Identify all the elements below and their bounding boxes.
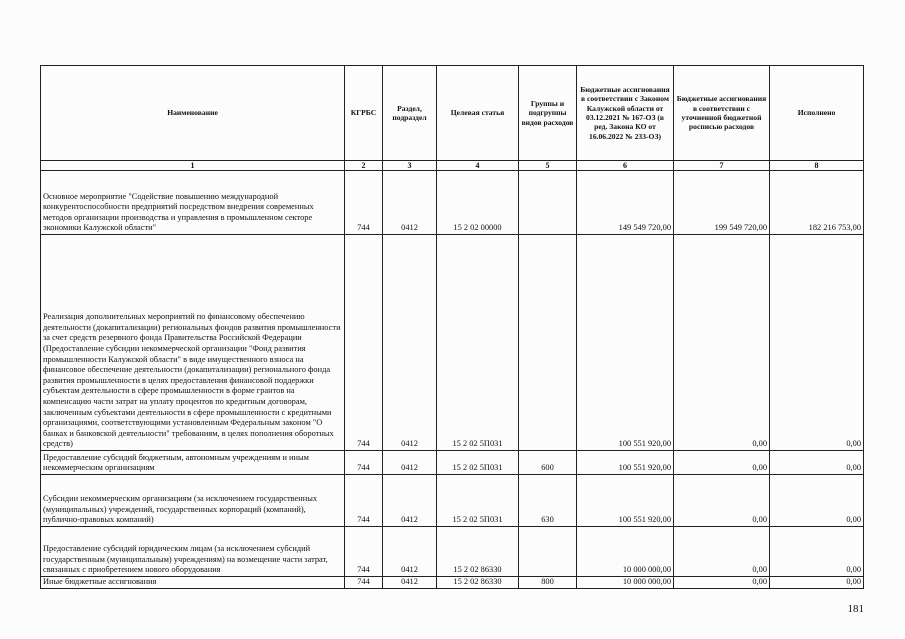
row-name: Субсидии некоммерческим организациям (за исключением государственных (муниципальных) учреждений, государственных корпораций (компаний), публично-правовых компаний) bbox=[41, 475, 345, 527]
row-section: 0412 bbox=[383, 451, 437, 475]
row-roster-amount: 0,00 bbox=[674, 475, 770, 527]
header-executed: Исполнено bbox=[770, 66, 864, 161]
header-expense-group: Группы и подгруппы видов расходов bbox=[519, 66, 577, 161]
row-name: Основное мероприятие "Содействие повышению международной конкурентоспособности предприятий посредством внедрения современных методов организации производства и управления в промышленном секторе экономики Калужской области" bbox=[41, 171, 345, 235]
row-group bbox=[519, 235, 577, 451]
row-target: 15 2 02 86330 bbox=[437, 527, 519, 577]
table-row bbox=[41, 577, 864, 589]
row-target: 15 2 02 5П031 bbox=[437, 451, 519, 475]
row-target: 15 2 02 5П031 bbox=[437, 475, 519, 527]
table-row bbox=[41, 475, 864, 527]
row-target: 15 2 02 5П031 bbox=[437, 235, 519, 451]
row-name: Реализация дополнительных мероприятий по финансовому обеспечению деятельности (докапитализации) региональных фондов развития промышленности за счет средств резервного фонда Правительства Российской Федерации (Предоставление субсидии некоммерческой организации "Фонд развития промышленности Калужской области" в виде имущественного взноса на финансовое обеспечение деятельности (докапитализации) регионального фонда развития промышленности в целях предоставления финансовой поддержки субъектам деятельности в сфере промышленности в форме грантов на компенсацию части затрат на уплату процентов по кредитным договорам, заключенным субъектами деятельности в сфере промышленности с кредитными организациями, соответствующими установленным Федеральным законом "О банках и банковской деятельности" требованиям, в целях пополнения оборотных средств) bbox=[41, 235, 345, 451]
column-number: 5 bbox=[519, 161, 577, 171]
header-kgrbs: КГРБС bbox=[345, 66, 383, 161]
table-row bbox=[41, 235, 864, 451]
row-roster-amount: 199 549 720,00 bbox=[674, 171, 770, 235]
row-section: 0412 bbox=[383, 235, 437, 451]
row-law-amount: 100 551 920,00 bbox=[577, 451, 674, 475]
column-number: 4 bbox=[437, 161, 519, 171]
row-kgrbs: 744 bbox=[345, 475, 383, 527]
row-section: 0412 bbox=[383, 527, 437, 577]
row-group: 630 bbox=[519, 475, 577, 527]
row-name: Предоставление субсидий юридическим лицам (за исключением субсидий государственным (муниципальным) учреждениям) на возмещение части затрат, связанных с приобретением нового оборудования bbox=[41, 527, 345, 577]
table-row bbox=[41, 451, 864, 475]
row-kgrbs: 744 bbox=[345, 451, 383, 475]
row-name: Иные бюджетные ассигнования bbox=[41, 577, 345, 589]
row-name: Предоставление субсидий бюджетным, автономным учреждениям и иным некоммерческим организациям bbox=[41, 451, 345, 475]
column-number: 7 bbox=[674, 161, 770, 171]
row-executed: 0,00 bbox=[770, 451, 864, 475]
row-roster-amount: 0,00 bbox=[674, 451, 770, 475]
row-law-amount: 100 551 920,00 bbox=[577, 235, 674, 451]
row-law-amount: 100 551 920,00 bbox=[577, 475, 674, 527]
row-executed: 0,00 bbox=[770, 577, 864, 589]
row-roster-amount: 0,00 bbox=[674, 235, 770, 451]
row-law-amount: 10 000 000,00 bbox=[577, 577, 674, 589]
row-executed: 0,00 bbox=[770, 475, 864, 527]
row-kgrbs: 744 bbox=[345, 577, 383, 589]
row-executed: 0,00 bbox=[770, 235, 864, 451]
header-name: Наименование bbox=[41, 66, 345, 161]
budget-table bbox=[40, 65, 864, 589]
column-number: 6 bbox=[577, 161, 674, 171]
header-section: Раздел, подраздел bbox=[383, 66, 437, 161]
row-kgrbs: 744 bbox=[345, 171, 383, 235]
row-kgrbs: 744 bbox=[345, 527, 383, 577]
row-kgrbs: 744 bbox=[345, 235, 383, 451]
row-executed: 182 216 753,00 bbox=[770, 171, 864, 235]
row-section: 0412 bbox=[383, 171, 437, 235]
row-executed: 0,00 bbox=[770, 527, 864, 577]
row-law-amount: 149 549 720,00 bbox=[577, 171, 674, 235]
column-number-row bbox=[41, 161, 864, 171]
row-roster-amount: 0,00 bbox=[674, 527, 770, 577]
row-roster-amount: 0,00 bbox=[674, 577, 770, 589]
column-number: 8 bbox=[770, 161, 864, 171]
row-section: 0412 bbox=[383, 475, 437, 527]
row-group: 600 bbox=[519, 451, 577, 475]
row-group bbox=[519, 527, 577, 577]
row-section: 0412 bbox=[383, 577, 437, 589]
row-group bbox=[519, 171, 577, 235]
row-target: 15 2 02 86330 bbox=[437, 577, 519, 589]
table-row bbox=[41, 171, 864, 235]
row-law-amount: 10 000 000,00 bbox=[577, 527, 674, 577]
column-number: 1 bbox=[41, 161, 345, 171]
row-group: 800 bbox=[519, 577, 577, 589]
header-target-article: Целевая статья bbox=[437, 66, 519, 161]
row-target: 15 2 02 00000 bbox=[437, 171, 519, 235]
page-number: 181 bbox=[847, 603, 864, 615]
column-number: 3 bbox=[383, 161, 437, 171]
table-row bbox=[41, 527, 864, 577]
column-number: 2 bbox=[345, 161, 383, 171]
header-row bbox=[41, 66, 864, 161]
header-roster-amount: Бюджетные ассигнования в соответствии с уточненной бюджетной росписью расходов bbox=[674, 66, 770, 161]
header-law-amount: Бюджетные ассигнования в соответствии с Законом Калужской области от 03.12.2021 № 167-ОЗ (в ред. Закона КО от 16.06.2022 № 233-ОЗ) bbox=[577, 66, 674, 161]
